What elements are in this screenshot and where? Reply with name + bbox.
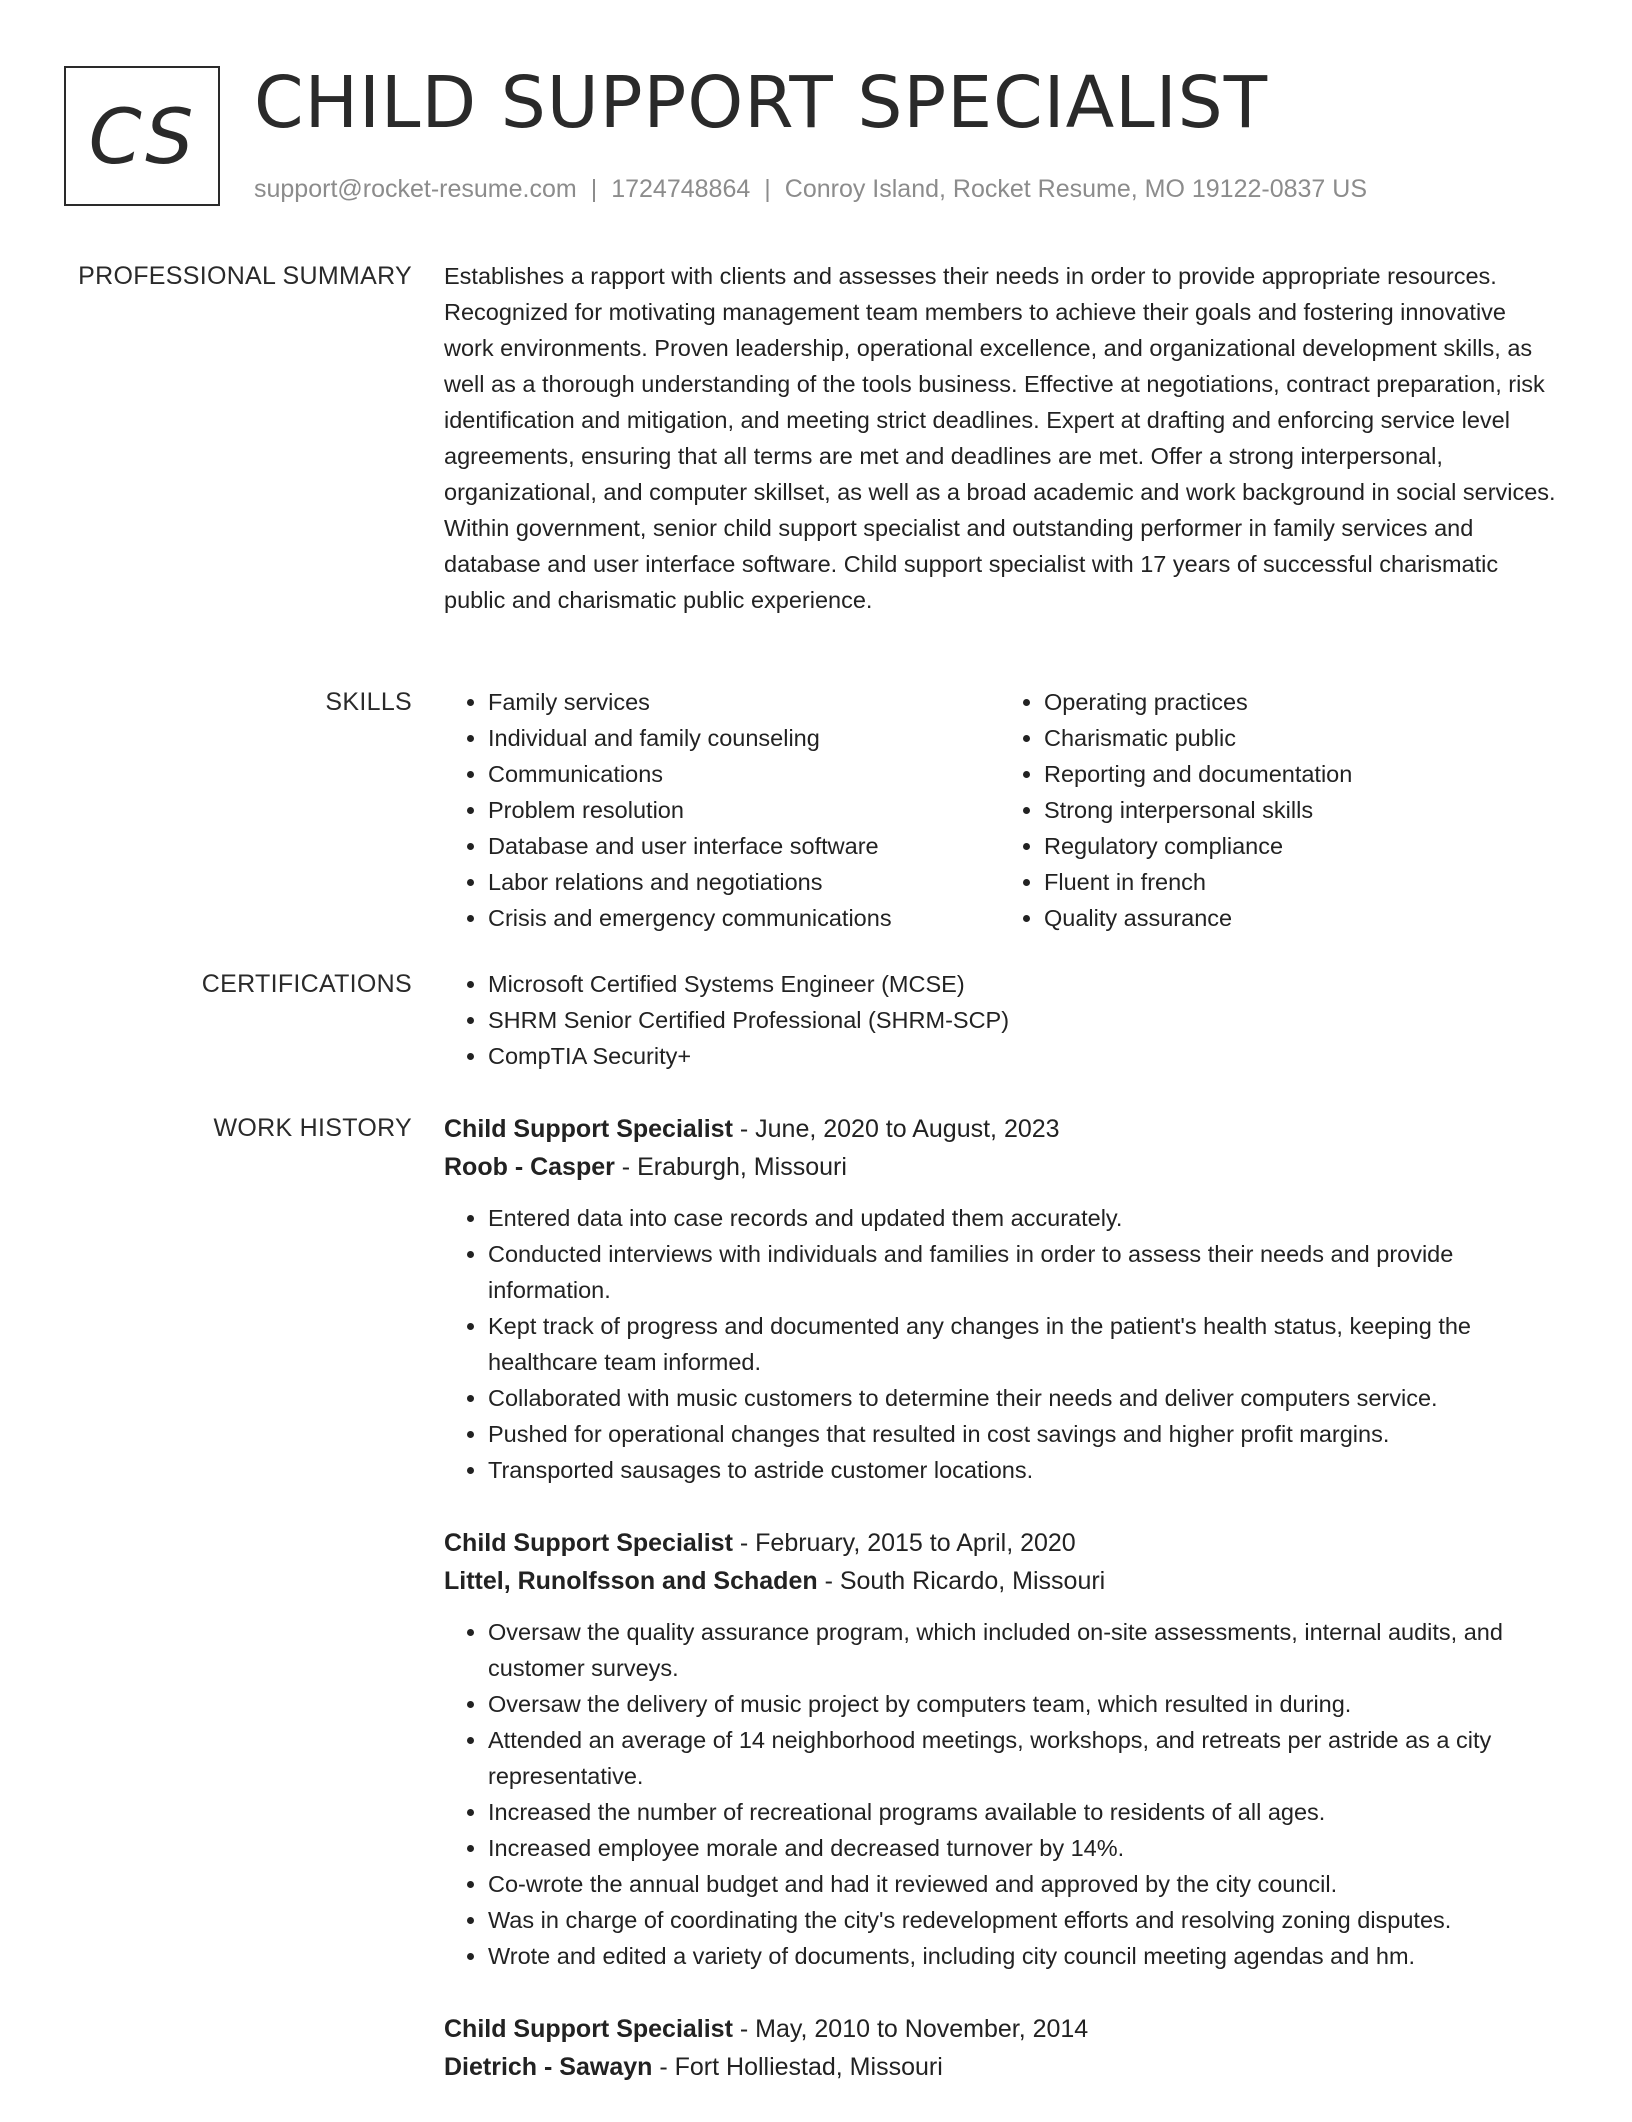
job-company: Roob - Casper [444,1153,615,1181]
job-bullet: • Wrote and edited a variety of documents, including city council meeting agendas and hm. [488,1938,1556,1974]
monogram-initials: CS [88,91,196,181]
job-bullet: • Increased employee morale and decreased turnover by 14%. [488,1830,1556,1866]
skill-item: • Strong interpersonal skills [1044,792,1556,828]
certifications-heading: CERTIFICATIONS [201,970,412,998]
skill-item: • Database and user interface software [488,828,1000,864]
certifications-section [0,966,1632,1074]
job-bullet: • Co-wrote the annual budget and had it reviewed and approved by the city council. [488,1866,1556,1902]
skill-item: • Reporting and documentation [1044,756,1556,792]
certifications-list [444,966,1556,1074]
contact-separator: | [590,175,598,203]
job-title-line [444,1524,1556,1562]
skill-item: • Family services [488,684,1000,720]
job-company: Littel, Runolfsson and Schaden [444,1567,818,1595]
job-bullet: • Oversaw the delivery of music project by computers team, which resulted in during. [488,1686,1556,1722]
skill-item: • Labor relations and negotiations [488,864,1000,900]
job-company-line [444,1562,1556,1600]
job-title-line [444,1110,1556,1148]
certification-item: • CompTIA Security+ [488,1038,1556,1074]
job-bullet: • Entered data into case records and updated them accurately. [488,1200,1556,1236]
skills-heading: SKILLS [325,688,412,716]
contact-line [254,172,1367,206]
job-company-line [444,2048,1556,2086]
job-entry [444,1524,1556,1974]
job-dates: - February, 2015 to April, 2020 [732,1529,1076,1557]
work-history-heading: WORK HISTORY [213,1114,412,1142]
skills-section [0,684,1632,936]
job-company-line [444,1148,1556,1186]
job-bullet: • Attended an average of 14 neighborhood meetings, workshops, and retreats per astride as a city representative. [488,1722,1556,1794]
job-bullet: • Was in charge of coordinating the city's redevelopment efforts and resolving zoning disputes. [488,1902,1556,1938]
monogram-box [64,66,220,206]
contact-email[interactable]: support@rocket-resume.com [254,175,577,203]
job-dates: - May, 2010 to November, 2014 [732,2015,1089,2043]
job-bullet: • Transported sausages to astride customer locations. [488,1452,1556,1488]
job-title-line [444,2010,1556,2048]
summary-section [0,258,1632,618]
certification-item: • Microsoft Certified Systems Engineer (MCSE) [488,966,1556,1002]
job-entry [444,1110,1556,1488]
skill-item: • Fluent in french [1044,864,1556,900]
job-bullet: • Conducted interviews with individuals and families in order to assess their needs and provide information. [488,1236,1556,1308]
job-company: Dietrich - Sawayn [444,2053,653,2081]
skill-item: • Individual and family counseling [488,720,1000,756]
skill-item: • Regulatory compliance [1044,828,1556,864]
skill-item: • Communications [488,756,1000,792]
skill-item: • Problem resolution [488,792,1000,828]
job-title: Child Support Specialist [444,2015,733,2043]
skill-item: • Charismatic public [1044,720,1556,756]
resume-title: CHILD SUPPORT SPECIALIST [254,61,1269,144]
summary-heading: PROFESSIONAL SUMMARY [78,262,412,290]
contact-phone[interactable]: 1724748864 [611,175,751,203]
contact-address: Conroy Island, Rocket Resume, MO 19122-0837 US [784,175,1367,203]
contact-separator: | [764,175,771,203]
job-location: - Fort Holliestad, Missouri [652,2053,943,2081]
job-bullet: • Increased the number of recreational programs available to residents of all ages. [488,1794,1556,1830]
job-bullets [444,1614,1556,1974]
skill-item: • Operating practices [1044,684,1556,720]
job-bullet: • Kept track of progress and documented any changes in the patient's health status, keeping the healthcare team informed. [488,1308,1556,1380]
skills-list-left [444,684,1000,936]
summary-text: Establishes a rapport with clients and assesses their needs in order to provide appropriate resources. Recognized for motivating management team members to achieve their goals and fostering innovative work environments. Proven leadership, operational excellence, and organizational development skills, as well as a thorough understanding of the tools business. Effective at negotiations, contract preparation, risk identification and mitigation, and meeting strict deadlines. Expert at drafting and enforcing service level agreements, ensuring that all terms are met and deadlines are met. Offer a strong interpersonal, organizational, and computer skillset, as well as a broad academic and work background in social services. Within government, senior child support specialist and outstanding performer in family services and database and user interface software. Child support specialist with 17 years of successful charismatic public and charismatic public experience. [444,263,1556,613]
skill-item: • Crisis and emergency communications [488,900,1000,936]
skill-item: • Quality assurance [1044,900,1556,936]
skills-list-right [1000,684,1556,936]
job-location: - Eraburgh, Missouri [614,1153,847,1181]
job-bullet: • Collaborated with music customers to determine their needs and deliver computers service. [488,1380,1556,1416]
job-bullets [444,1200,1556,1488]
job-title: Child Support Specialist [444,1529,733,1557]
job-location: - South Ricardo, Missouri [817,1567,1106,1595]
work-history-section [0,1110,1632,2122]
job-dates: - June, 2020 to August, 2023 [732,1115,1060,1143]
job-entry [444,2010,1556,2086]
job-title: Child Support Specialist [444,1115,733,1143]
certification-item: • SHRM Senior Certified Professional (SHRM-SCP) [488,1002,1556,1038]
job-bullet: • Oversaw the quality assurance program, which included on-site assessments, internal audits, and customer surveys. [488,1614,1556,1686]
job-bullet: • Pushed for operational changes that resulted in cost savings and higher profit margins. [488,1416,1556,1452]
